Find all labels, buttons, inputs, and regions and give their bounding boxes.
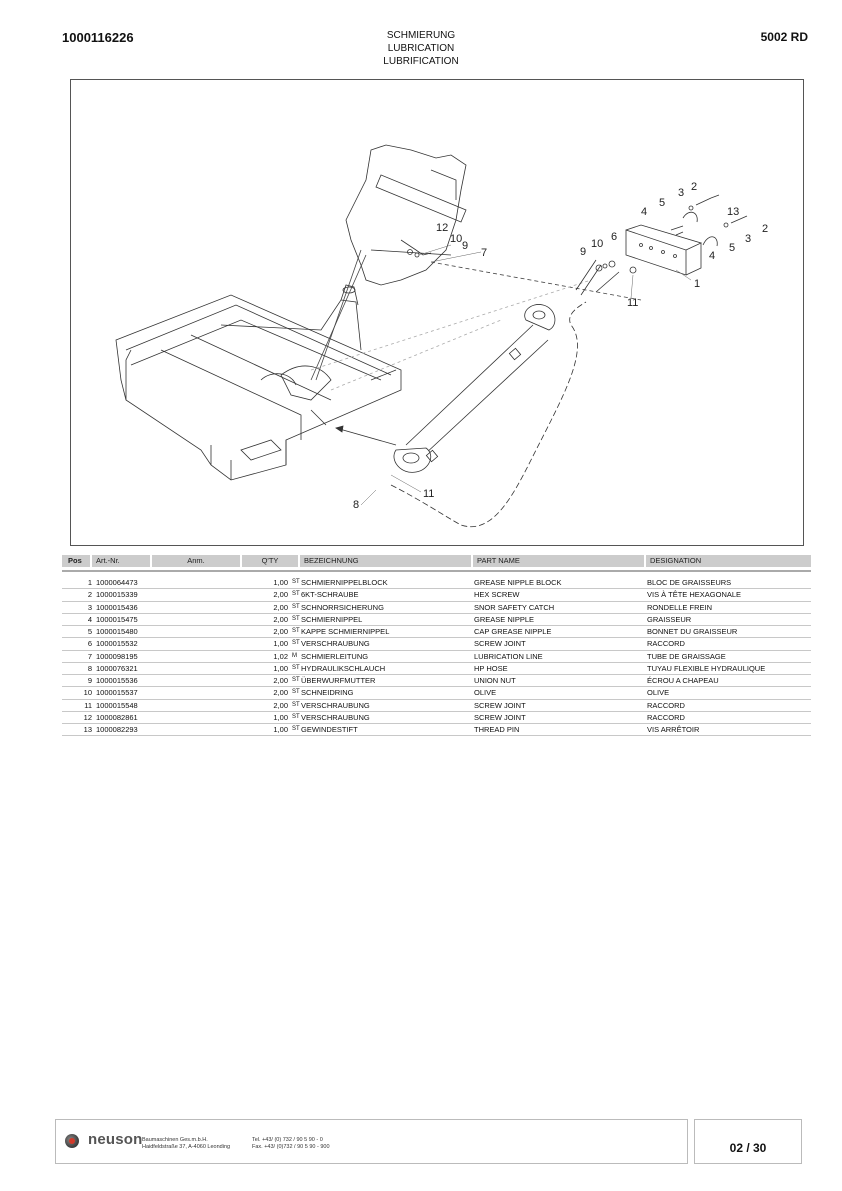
svg-text:7: 7 [481, 247, 488, 259]
title-block [321, 29, 521, 68]
model-label: 5002 RD [760, 30, 808, 44]
parts-table-header [62, 555, 811, 567]
grease-nipple-block-drawing [626, 225, 701, 275]
table-row: 9 1000015536 2,00 ST ÜBERWURFMUTTER UNION NUT ÉCROU A CHAPEAU [62, 675, 811, 687]
table-row: 10 1000015537 2,00 ST SCHNEIDRING OLIVE OLIVE [62, 687, 811, 699]
svg-text:4: 4 [641, 206, 648, 218]
header-anm: Anm. [152, 555, 240, 567]
svg-text:5: 5 [729, 242, 736, 254]
svg-text:11: 11 [627, 297, 639, 309]
company-street: Haidfeldstraße 37, A-4060 Leonding [142, 1144, 231, 1150]
document-number: 1000116226 [62, 30, 134, 45]
svg-text:3: 3 [678, 187, 685, 199]
table-row: 6 1000015532 1,00 ST VERSCHRAUBUNG SCREW JOINT RACCORD [62, 638, 811, 650]
svg-text:1: 1 [694, 278, 701, 290]
header-bezeichnung: BEZEICHNUNG [300, 555, 471, 567]
company-contact [252, 1137, 330, 1151]
header-part-name: PART NAME [473, 555, 644, 567]
frame-drawing [116, 285, 401, 480]
svg-text:9: 9 [462, 240, 469, 252]
svg-text:5: 5 [659, 197, 666, 209]
company-address [142, 1137, 230, 1151]
footer-company-box [55, 1119, 688, 1164]
table-row: 1 1000064473 1,00 ST SCHMIERNIPPELBLOCK GREASE NIPPLE BLOCK BLOC DE GRAISSEURS [62, 577, 811, 589]
neuson-logo-icon [65, 1134, 79, 1148]
table-row: 2 1000015339 2,00 ST 6KT-SCHRAUBE HEX SCREW VIS À TÊTE HEXAGONALE [62, 589, 811, 601]
table-row: 12 1000082861 1,00 ST VERSCHRAUBUNG SCREW JOINT RACCORD [62, 712, 811, 724]
svg-text:9: 9 [580, 246, 587, 258]
table-row: 8 1000076321 1,00 ST HYDRAULIKSCHLAUCH HP HOSE TUYAU FLEXIBLE HYDRAULIQUE [62, 663, 811, 675]
svg-text:6: 6 [611, 231, 618, 243]
header-designation: DESIGNATION [646, 555, 811, 567]
svg-text:13: 13 [727, 206, 740, 218]
table-row: 5 1000015480 2,00 ST KAPPE SCHMIERNIPPEL CAP GREASE NIPPLE BONNET DU GRAISSEUR [62, 626, 811, 638]
title-de: SCHMIERUNG [386, 30, 456, 41]
hydraulic-cylinder-drawing [394, 304, 555, 472]
boom-mount-drawing [346, 145, 469, 285]
svg-text:2: 2 [691, 181, 698, 193]
table-row: 4 1000015475 2,00 ST SCHMIERNIPPEL GREASE NIPPLE GRAISSEUR [62, 614, 811, 626]
title-fr: LUBRIFICATION [383, 56, 459, 67]
table-row: 13 1000082293 1,00 ST GEWINDESTIFT THREAD PIN VIS ARRÊTOIR [62, 724, 811, 736]
brand-name: neuson [88, 1131, 143, 1148]
header-art-nr: Art.-Nr. [92, 555, 150, 567]
svg-text:4: 4 [709, 250, 716, 262]
svg-text:11: 11 [423, 488, 435, 500]
fax: Fax. +43/ (0)732 / 90 5 90 - 900 [252, 1144, 330, 1150]
logo-dot [69, 1138, 75, 1144]
svg-text:3: 3 [745, 233, 752, 245]
page-number: 02 / 30 [729, 1141, 767, 1155]
parts-table-body [62, 577, 811, 736]
header-pos: Pos [62, 555, 90, 567]
title-en: LUBRICATION [387, 43, 455, 54]
svg-text:10: 10 [450, 233, 463, 245]
telephone: Tel. +43/ (0) 732 / 90 5 90 - 0 [252, 1137, 323, 1143]
svg-text:2: 2 [762, 223, 769, 235]
table-row: 3 1000015436 2,00 ST SCHNORRSICHERUNG SNOR SAFETY CATCH RONDELLE FREIN [62, 602, 811, 614]
header-rule [62, 570, 811, 572]
lubrication-diagram [71, 80, 805, 547]
page-number-box [694, 1119, 802, 1164]
header-qty: Q'TY [242, 555, 298, 567]
company-name: Baumaschinen Ges.m.b.H. [142, 1137, 208, 1143]
svg-text:10: 10 [591, 238, 604, 250]
table-row: 7 1000098195 1,02 M SCHMIERLEITUNG LUBRICATION LINE TUBE DE GRAISSAGE [62, 651, 811, 663]
svg-text:12: 12 [436, 222, 449, 234]
exploded-drawing [70, 79, 804, 546]
table-row: 11 1000015548 2,00 ST VERSCHRAUBUNG SCREW JOINT RACCORD [62, 700, 811, 712]
svg-text:8: 8 [353, 499, 360, 511]
